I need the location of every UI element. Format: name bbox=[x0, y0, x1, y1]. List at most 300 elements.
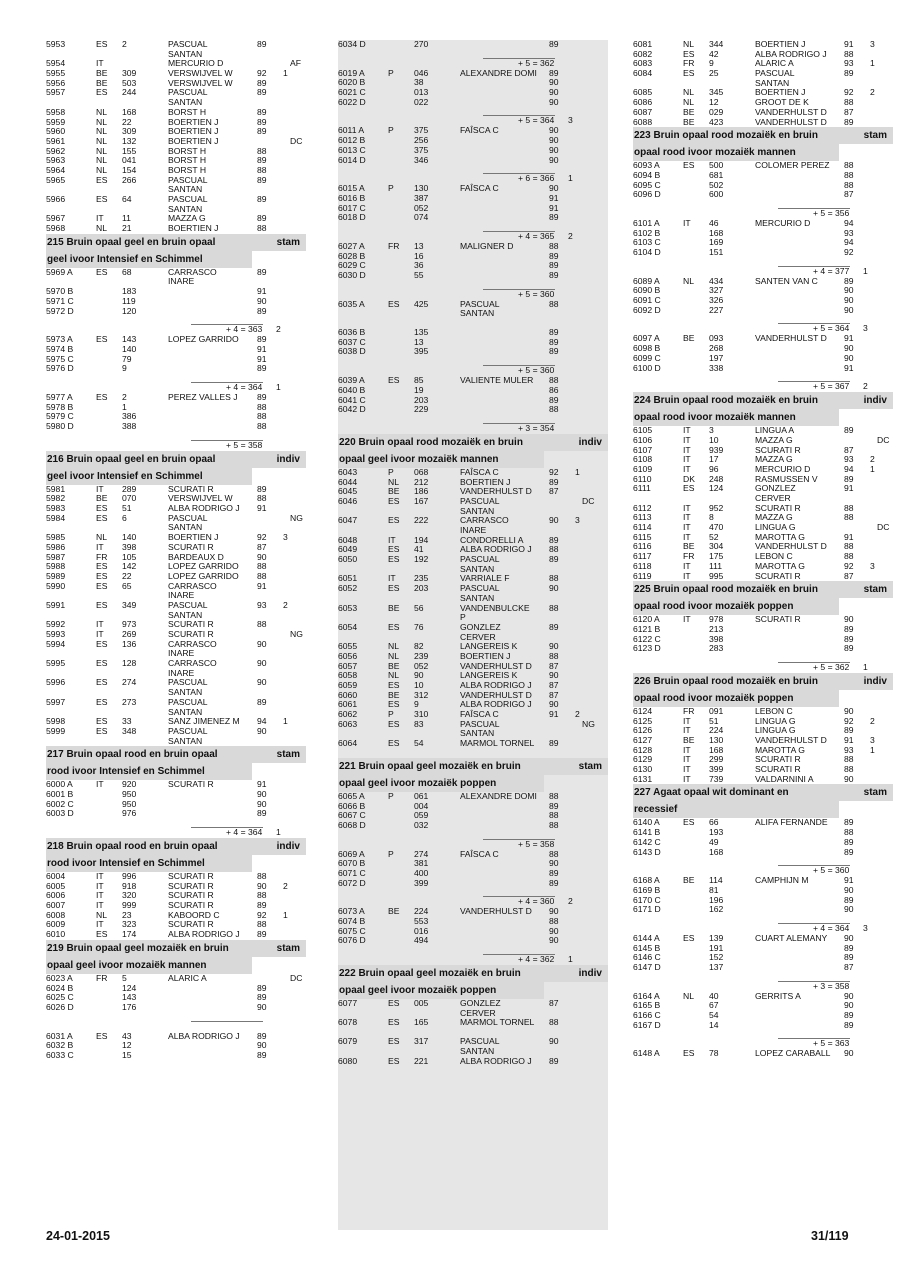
entry-number: 5960 bbox=[46, 126, 66, 137]
entry-number: 6085 bbox=[633, 87, 653, 98]
ring-number: 96 bbox=[709, 463, 719, 474]
score: 89 bbox=[549, 346, 559, 357]
ring-number: 553 bbox=[414, 916, 429, 926]
class-title: 219 Bruin opaal geel mozaiëk en bruin bbox=[47, 942, 229, 954]
exhibitor-name: VANDERHULST D bbox=[460, 486, 532, 497]
score: 89 bbox=[549, 212, 559, 223]
ring-number: 22 bbox=[122, 570, 132, 581]
country: ES bbox=[96, 638, 108, 649]
score: 94 bbox=[257, 716, 267, 727]
ring-number: 6 bbox=[122, 512, 127, 523]
score: 94 bbox=[844, 463, 854, 474]
ring-number: 78 bbox=[709, 1048, 719, 1059]
entry-number: 5972 D bbox=[46, 305, 74, 316]
total-value: + 4 = 377 bbox=[813, 265, 850, 276]
score: 88 bbox=[844, 512, 854, 523]
result-row bbox=[633, 277, 893, 287]
total-value: + 5 = 358 bbox=[226, 439, 263, 450]
country: IT bbox=[388, 534, 396, 545]
score: 89 bbox=[549, 1055, 559, 1066]
country: IT bbox=[683, 715, 691, 726]
country: ES bbox=[683, 160, 695, 171]
exhibitor-name: SANTAN bbox=[168, 735, 203, 746]
entry-number: 6007 bbox=[46, 900, 66, 911]
ring-number: 425 bbox=[414, 298, 429, 309]
country: IT bbox=[96, 779, 104, 790]
exhibitor-name: SANTAN bbox=[168, 97, 203, 108]
country: NL bbox=[388, 476, 399, 487]
exhibitor-name: CARRASCO bbox=[168, 658, 217, 669]
extra: 3 bbox=[870, 735, 875, 745]
extra: 2 bbox=[575, 709, 580, 720]
entry-number: 6171 D bbox=[633, 904, 661, 915]
result-row bbox=[338, 78, 608, 88]
result-row bbox=[633, 635, 893, 645]
class-type: stam bbox=[863, 787, 887, 799]
exhibitor-name: SCURATI R bbox=[168, 900, 214, 911]
exhibitor-name: VARRIALE F bbox=[460, 573, 510, 584]
entry-number: 6093 A bbox=[633, 160, 660, 171]
ring-number: 423 bbox=[709, 116, 724, 127]
result-row bbox=[633, 181, 893, 191]
score: 91 bbox=[549, 192, 559, 203]
ring-number: 9 bbox=[414, 699, 419, 710]
score: 90 bbox=[257, 551, 267, 562]
country: ES bbox=[388, 554, 400, 565]
ring-number: 132 bbox=[122, 135, 137, 146]
score: 90 bbox=[844, 1000, 854, 1011]
entry-number: 6059 bbox=[338, 680, 358, 690]
total-value: + 4 = 364 bbox=[226, 381, 263, 392]
score: 90 bbox=[844, 705, 854, 716]
entry-number: 6055 bbox=[338, 641, 358, 652]
country: ES bbox=[96, 658, 108, 669]
result-row bbox=[338, 907, 608, 917]
country: NL bbox=[683, 87, 694, 98]
class-type: stam bbox=[578, 760, 602, 772]
score: 88 bbox=[549, 375, 559, 386]
total-rank: 1 bbox=[276, 381, 281, 392]
exhibitor-name: GONZLEZ bbox=[460, 998, 501, 1009]
score: 90 bbox=[549, 1036, 559, 1047]
exhibitor-name: MAZZA G bbox=[755, 454, 793, 465]
result-row bbox=[338, 126, 608, 136]
result-row bbox=[633, 963, 893, 973]
exhibitor-name: SANTAN bbox=[755, 77, 790, 88]
entry-number: 6065 A bbox=[338, 790, 365, 801]
score: 88 bbox=[844, 97, 854, 108]
exhibitor-name: VANDERHULST D bbox=[460, 906, 532, 917]
exhibitor-name: SCURATI R bbox=[168, 541, 214, 552]
column-left bbox=[46, 40, 306, 1061]
ring-number: 143 bbox=[122, 334, 137, 345]
result-row bbox=[633, 344, 893, 354]
result-row bbox=[633, 248, 893, 258]
total-value: + 5 = 367 bbox=[813, 381, 850, 392]
score: 89 bbox=[257, 982, 267, 993]
result-row bbox=[46, 412, 306, 422]
ring-number: 387 bbox=[414, 192, 429, 203]
score: 89 bbox=[844, 846, 854, 857]
entry-number: 6111 bbox=[633, 483, 651, 494]
score: 89 bbox=[257, 900, 267, 911]
ring-number: 194 bbox=[414, 534, 429, 545]
result-row bbox=[338, 347, 608, 357]
ring-number: 323 bbox=[122, 919, 137, 930]
result-row bbox=[633, 1011, 893, 1021]
result-row bbox=[46, 355, 306, 365]
entry-number: 6113 bbox=[633, 512, 652, 523]
result-row bbox=[46, 1041, 306, 1051]
score: 88 bbox=[549, 810, 559, 821]
result-row bbox=[46, 1051, 306, 1061]
country: ES bbox=[96, 391, 108, 402]
ring-number: 312 bbox=[414, 689, 429, 700]
ring-number: 244 bbox=[122, 87, 137, 98]
ring-number: 16 bbox=[414, 250, 424, 261]
total-value: + 5 = 362 bbox=[813, 661, 850, 672]
country: ES bbox=[96, 174, 108, 185]
collection-total bbox=[46, 827, 306, 838]
entry-number: 6011 A bbox=[338, 125, 365, 136]
exhibitor-name: CERVER bbox=[460, 1007, 496, 1018]
exhibitor-name: FAÎSCA C bbox=[460, 183, 499, 194]
country: BE bbox=[96, 77, 108, 88]
country: IT bbox=[683, 434, 691, 445]
exhibitor-name: VANDERHULST D bbox=[460, 660, 532, 671]
exhibitor-name: BOERTIEN J bbox=[755, 87, 806, 98]
ring-number: 375 bbox=[414, 144, 429, 155]
entry-number: 6108 bbox=[633, 454, 653, 465]
country: ES bbox=[96, 929, 108, 940]
ring-number: 320 bbox=[122, 890, 137, 901]
exhibitor-name: VANDERHULST D bbox=[755, 106, 827, 117]
result-row bbox=[338, 242, 608, 252]
country: NL bbox=[96, 164, 107, 175]
score: 88 bbox=[844, 541, 854, 552]
score: 91 bbox=[257, 503, 267, 514]
ring-number: 196 bbox=[709, 894, 724, 905]
entry-number: 6054 bbox=[338, 621, 358, 632]
result-row bbox=[338, 271, 608, 281]
country: P bbox=[388, 709, 394, 720]
ring-number: 274 bbox=[122, 677, 137, 688]
result-row bbox=[633, 896, 893, 906]
exhibitor-name: VANDERHULST D bbox=[755, 541, 827, 552]
ring-number: 85 bbox=[414, 375, 424, 386]
class-heading bbox=[338, 982, 544, 999]
score: 89 bbox=[257, 391, 267, 402]
class-heading bbox=[338, 758, 608, 775]
extra: 3 bbox=[575, 515, 580, 526]
entry-number: 5966 bbox=[46, 194, 66, 204]
entry-number: 6145 B bbox=[633, 942, 661, 953]
entry-number: 6058 bbox=[338, 670, 358, 681]
ring-number: 192 bbox=[414, 554, 429, 565]
country: ES bbox=[388, 998, 400, 1009]
entry-number: 6071 C bbox=[338, 867, 366, 878]
country: NL bbox=[683, 97, 694, 108]
score: 87 bbox=[844, 189, 854, 200]
exhibitor-name: VANDERHULST D bbox=[460, 689, 532, 700]
ring-number: 33 bbox=[122, 716, 132, 727]
exhibitor-name: GERRITS A bbox=[755, 990, 801, 1001]
country: NL bbox=[96, 145, 107, 156]
country: IT bbox=[683, 725, 691, 736]
score: 91 bbox=[257, 580, 267, 591]
exhibitor-name: MAROTTA G bbox=[755, 744, 805, 755]
class-heading bbox=[46, 940, 306, 957]
score: 88 bbox=[257, 561, 267, 572]
country: ES bbox=[96, 696, 108, 707]
entry-number: 6112 bbox=[633, 502, 652, 513]
score: 87 bbox=[257, 541, 267, 552]
entry-number: 6014 D bbox=[338, 154, 366, 165]
score: 91 bbox=[257, 779, 267, 790]
class-heading bbox=[338, 451, 544, 468]
exhibitor-name: MALIGNER D bbox=[460, 240, 514, 251]
result-row bbox=[338, 821, 608, 831]
entry-number: 5956 bbox=[46, 77, 66, 88]
ring-number: 13 bbox=[414, 336, 424, 347]
exhibitor-name: PASCUAL bbox=[168, 39, 208, 49]
ring-number: 061 bbox=[414, 790, 429, 801]
country: NL bbox=[388, 641, 399, 652]
ring-number: 143 bbox=[122, 992, 137, 1003]
score: 89 bbox=[549, 270, 559, 280]
entry-number: 6045 bbox=[338, 486, 358, 497]
country: IT bbox=[683, 744, 691, 755]
score: 90 bbox=[257, 638, 267, 649]
ring-number: 169 bbox=[709, 237, 724, 248]
result-row bbox=[338, 338, 608, 348]
country: ES bbox=[683, 48, 695, 59]
result-row bbox=[633, 364, 893, 374]
entry-number: 6044 bbox=[338, 476, 358, 487]
extra: DC bbox=[582, 495, 595, 506]
score: 89 bbox=[844, 942, 854, 953]
entry-number: 6125 bbox=[633, 715, 653, 726]
result-row bbox=[633, 848, 893, 858]
entry-number: 6061 bbox=[338, 699, 358, 710]
class-title: opaal rood ivoor mozaiëk poppen bbox=[634, 601, 794, 613]
ring-number: 64 bbox=[122, 194, 132, 204]
entry-number: 6025 C bbox=[46, 992, 74, 1003]
result-row bbox=[633, 334, 893, 344]
entry-number: 5982 bbox=[46, 493, 66, 504]
country: IT bbox=[388, 573, 396, 584]
ring-number: 400 bbox=[414, 867, 429, 878]
country: ES bbox=[388, 375, 400, 386]
exhibitor-name: ALIFA FERNANDE bbox=[755, 817, 828, 828]
entry-number: 6024 B bbox=[46, 982, 74, 993]
country: ES bbox=[96, 561, 108, 572]
score: 88 bbox=[257, 164, 267, 175]
score: 88 bbox=[844, 551, 854, 562]
entry-number: 6053 bbox=[338, 602, 358, 613]
ring-number: 978 bbox=[709, 614, 724, 625]
result-row bbox=[46, 422, 306, 432]
score: 89 bbox=[257, 77, 267, 88]
ring-number: 327 bbox=[709, 285, 724, 296]
entry-number: 6117 bbox=[633, 551, 652, 562]
ring-number: 046 bbox=[414, 67, 429, 78]
ring-number: 1 bbox=[122, 401, 127, 412]
result-row bbox=[633, 838, 893, 848]
exhibitor-name: FAÎSCA C bbox=[460, 466, 499, 477]
entry-number: 6127 bbox=[633, 735, 653, 745]
ring-number: 165 bbox=[414, 1017, 429, 1028]
score: 91 bbox=[257, 343, 267, 354]
entry-number: 5971 C bbox=[46, 295, 74, 306]
total-value: + 4 = 364 bbox=[226, 827, 263, 837]
exhibitor-name: BORST H bbox=[168, 106, 207, 117]
result-row bbox=[633, 944, 893, 954]
score: 88 bbox=[549, 790, 559, 801]
score: 89 bbox=[549, 260, 559, 271]
score: 89 bbox=[844, 643, 854, 654]
entry-number: 6009 bbox=[46, 919, 66, 930]
class-type: indiv bbox=[276, 453, 300, 465]
ring-number: 304 bbox=[709, 541, 724, 552]
country: NL bbox=[96, 135, 107, 146]
exhibitor-name: VALDARNINI A bbox=[755, 773, 814, 784]
ring-number: 9 bbox=[122, 363, 127, 374]
total-value: + 4 = 364 bbox=[813, 922, 850, 933]
total-rank: 1 bbox=[863, 661, 868, 672]
ring-number: 36 bbox=[414, 260, 424, 271]
ring-number: 338 bbox=[709, 362, 724, 373]
ring-number: 996 bbox=[122, 871, 137, 881]
score: 90 bbox=[844, 773, 854, 784]
result-row bbox=[338, 204, 608, 214]
ring-number: 349 bbox=[122, 599, 137, 610]
entry-number: 6090 B bbox=[633, 285, 661, 296]
collection-total bbox=[46, 440, 306, 451]
entry-number: 6052 bbox=[338, 583, 358, 594]
country: NL bbox=[96, 116, 107, 127]
result-row bbox=[338, 396, 608, 406]
country: ES bbox=[96, 580, 108, 591]
total-value: + 5 = 360 bbox=[518, 365, 555, 376]
entry-number: 6096 D bbox=[633, 189, 661, 200]
ring-number: 54 bbox=[414, 738, 424, 749]
ring-number: 434 bbox=[709, 275, 724, 286]
exhibitor-name: PASCUAL bbox=[168, 677, 208, 688]
entry-number: 6030 D bbox=[338, 270, 366, 280]
score: 93 bbox=[844, 744, 854, 755]
exhibitor-name: PASCUAL bbox=[460, 554, 500, 565]
score: 90 bbox=[549, 699, 559, 710]
extra: 2 bbox=[283, 880, 288, 891]
ring-number: 66 bbox=[709, 817, 719, 828]
collection-total bbox=[338, 423, 608, 434]
country: BE bbox=[388, 906, 400, 917]
exhibitor-name: MARMOL TORNEL bbox=[460, 738, 535, 749]
score: 90 bbox=[549, 77, 559, 88]
ring-number: 502 bbox=[709, 179, 724, 190]
column-middle bbox=[338, 40, 608, 1230]
score: 91 bbox=[844, 362, 854, 373]
score: 90 bbox=[549, 858, 559, 869]
ring-number: 013 bbox=[414, 87, 429, 98]
result-row bbox=[338, 869, 608, 879]
country: ES bbox=[388, 738, 400, 749]
entry-number: 6001 B bbox=[46, 788, 74, 799]
country: P bbox=[388, 183, 394, 194]
ring-number: 032 bbox=[414, 819, 429, 830]
score: 89 bbox=[844, 1019, 854, 1030]
result-row bbox=[338, 252, 608, 262]
ring-number: 235 bbox=[414, 573, 429, 584]
ring-number: 227 bbox=[709, 304, 724, 315]
score: 92 bbox=[549, 466, 559, 477]
exhibitor-name: LOPEZ GARRIDO bbox=[168, 561, 239, 572]
ring-number: 222 bbox=[414, 515, 429, 526]
ring-number: 213 bbox=[709, 623, 724, 634]
exhibitor-name: VANDERHULST D bbox=[755, 735, 827, 745]
extra: DC bbox=[290, 972, 303, 983]
class-heading bbox=[338, 965, 608, 982]
ring-number: 168 bbox=[122, 106, 137, 117]
entry-number: 6006 bbox=[46, 890, 66, 901]
result-row bbox=[338, 40, 608, 50]
score: 89 bbox=[549, 877, 559, 888]
exhibitor-name: SANTAN bbox=[460, 505, 495, 516]
class-heading bbox=[338, 434, 608, 451]
score: 89 bbox=[257, 194, 267, 204]
entry-number: 6027 A bbox=[338, 240, 365, 251]
extra: 2 bbox=[870, 454, 875, 465]
score: 89 bbox=[844, 68, 854, 79]
extra: 3 bbox=[870, 560, 875, 571]
country: P bbox=[388, 67, 394, 78]
ring-number: 41 bbox=[414, 544, 424, 555]
result-row bbox=[46, 984, 306, 994]
entry-number: 6141 B bbox=[633, 827, 661, 838]
ring-number: 10 bbox=[414, 680, 424, 690]
entry-number: 5998 bbox=[46, 716, 66, 727]
exhibitor-name: INARE bbox=[460, 525, 487, 535]
ring-number: 83 bbox=[414, 718, 424, 729]
exhibitor-name: LINGUA G bbox=[755, 522, 796, 533]
entry-number: 5989 bbox=[46, 570, 66, 581]
country: FR bbox=[96, 972, 108, 983]
score: 88 bbox=[844, 160, 854, 171]
entry-number: 5981 bbox=[46, 483, 66, 494]
country: ES bbox=[96, 334, 108, 345]
score: 87 bbox=[844, 570, 854, 581]
entry-number: 6118 bbox=[633, 560, 652, 571]
exhibitor-name: BOERTIEN J bbox=[460, 650, 511, 661]
total-value: + 5 = 356 bbox=[813, 207, 850, 218]
exhibitor-name: ALBA RODRIGO J bbox=[168, 1030, 240, 1041]
country: P bbox=[388, 790, 394, 801]
score: 90 bbox=[549, 96, 559, 107]
entry-number: 6101 A bbox=[633, 217, 660, 228]
entry-number: 6008 bbox=[46, 909, 66, 920]
exhibitor-name: SANTAN bbox=[460, 308, 495, 319]
entry-number: 5961 bbox=[46, 135, 66, 146]
country: FR bbox=[388, 240, 400, 251]
total-rank: 2 bbox=[276, 324, 281, 335]
entry-number: 6048 bbox=[338, 534, 358, 545]
ring-number: 093 bbox=[709, 333, 724, 344]
exhibitor-name: CARRASCO bbox=[460, 515, 509, 526]
entry-number: 5968 bbox=[46, 223, 66, 234]
country: ES bbox=[96, 512, 108, 523]
exhibitor-name: CERVER bbox=[755, 493, 791, 503]
